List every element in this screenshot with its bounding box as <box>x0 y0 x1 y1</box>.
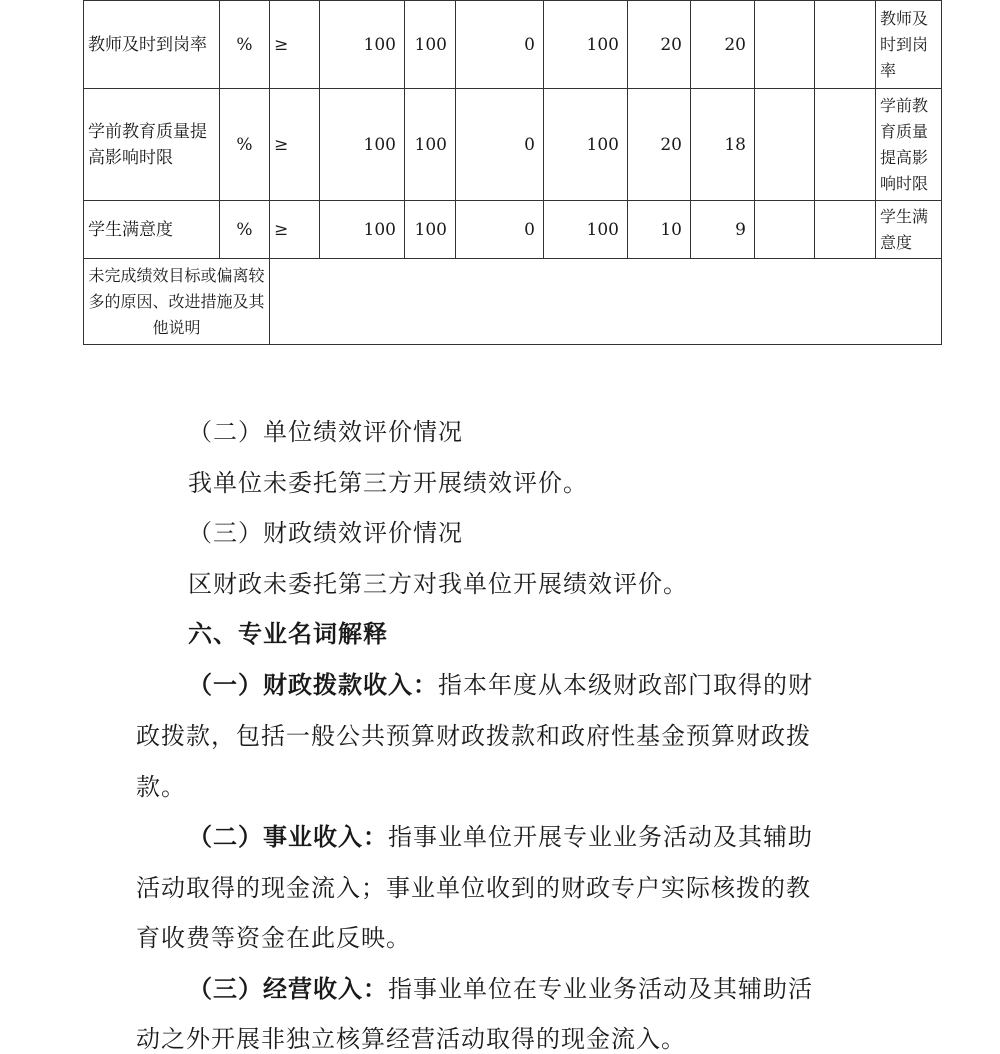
unit-cell: % <box>220 1 270 89</box>
term3-line2: 动之外开展非独立核算经营活动取得的现金流入。 <box>136 1025 686 1053</box>
operator-cell: ≥ <box>270 89 320 201</box>
empty-cell <box>755 89 815 201</box>
value-cell: 100 <box>544 201 628 259</box>
weight-cell: 10 <box>628 201 691 259</box>
value-cell: 100 <box>405 201 456 259</box>
remark-cell: 学生满意度 <box>876 201 942 259</box>
paragraph-fiscal-eval: 区财政未委托第三方对我单位开展绩效评价。 <box>188 570 688 598</box>
term1-text: 指本年度从本级财政部门取得的财 <box>438 671 813 699</box>
indicator-cell: 学前教育质量提高影响时限 <box>84 89 220 201</box>
table-row <box>84 89 942 201</box>
table-row-unfinished <box>84 259 942 345</box>
paragraph-unit-eval: 我单位未委托第三方开展绩效评价。 <box>188 469 588 497</box>
term2-line2: 活动取得的现金流入；事业单位收到的财政专户实际核拨的教 <box>136 874 811 902</box>
value-cell: 0 <box>456 1 544 89</box>
value-cell: 0 <box>456 201 544 259</box>
term2-line1 <box>188 817 813 852</box>
section-heading-fiscal-eval: （三）财政绩效评价情况 <box>188 519 463 547</box>
value-cell: 100 <box>320 89 405 201</box>
indicator-cell: 教师及时到岗率 <box>84 1 220 89</box>
term2-label: （二）事业收入： <box>188 822 388 851</box>
indicator-cell: 学生满意度 <box>84 201 220 259</box>
weight-cell: 20 <box>628 1 691 89</box>
table-row <box>84 201 942 259</box>
value-cell: 100 <box>544 89 628 201</box>
term2-line3: 育收费等资金在此反映。 <box>136 924 411 952</box>
term1-label: （一）财政拨款收入： <box>188 670 438 699</box>
unfinished-reason-label: 未完成绩效目标或偏离较多的原因、改进措施及其他说明 <box>84 259 270 345</box>
term3-label: （三）经营收入： <box>188 974 388 1003</box>
weight-cell: 20 <box>628 89 691 201</box>
value-cell: 100 <box>320 201 405 259</box>
section-heading-terms: 六、专业名词解释 <box>188 619 388 648</box>
unit-cell: % <box>220 89 270 201</box>
term3-text: 指事业单位在专业业务活动及其辅助活 <box>388 975 813 1003</box>
term1-line3: 款。 <box>136 773 186 801</box>
empty-cell <box>815 1 876 89</box>
performance-table <box>83 0 942 345</box>
section-heading-unit-eval: （二）单位绩效评价情况 <box>188 418 463 446</box>
table-row <box>84 1 942 89</box>
term2-text: 指事业单位开展专业业务活动及其辅助 <box>388 823 813 851</box>
empty-cell <box>815 89 876 201</box>
operator-cell: ≥ <box>270 201 320 259</box>
unfinished-reason-value <box>270 259 942 345</box>
remark-cell: 学前教育质量提高影响时限 <box>876 89 942 201</box>
empty-cell <box>755 1 815 89</box>
value-cell: 100 <box>320 1 405 89</box>
operator-cell: ≥ <box>270 1 320 89</box>
term3-line1 <box>188 969 813 1004</box>
value-cell: 100 <box>405 1 456 89</box>
score-cell: 20 <box>691 1 755 89</box>
empty-cell <box>755 201 815 259</box>
unit-cell: % <box>220 201 270 259</box>
value-cell: 0 <box>456 89 544 201</box>
empty-cell <box>815 201 876 259</box>
term1-line1 <box>188 665 813 700</box>
term1-line2: 政拨款，包括一般公共预算财政拨款和政府性基金预算财政拨 <box>136 722 811 750</box>
score-cell: 18 <box>691 89 755 201</box>
value-cell: 100 <box>544 1 628 89</box>
remark-cell: 教师及时到岗率 <box>876 1 942 89</box>
value-cell: 100 <box>405 89 456 201</box>
score-cell: 9 <box>691 201 755 259</box>
